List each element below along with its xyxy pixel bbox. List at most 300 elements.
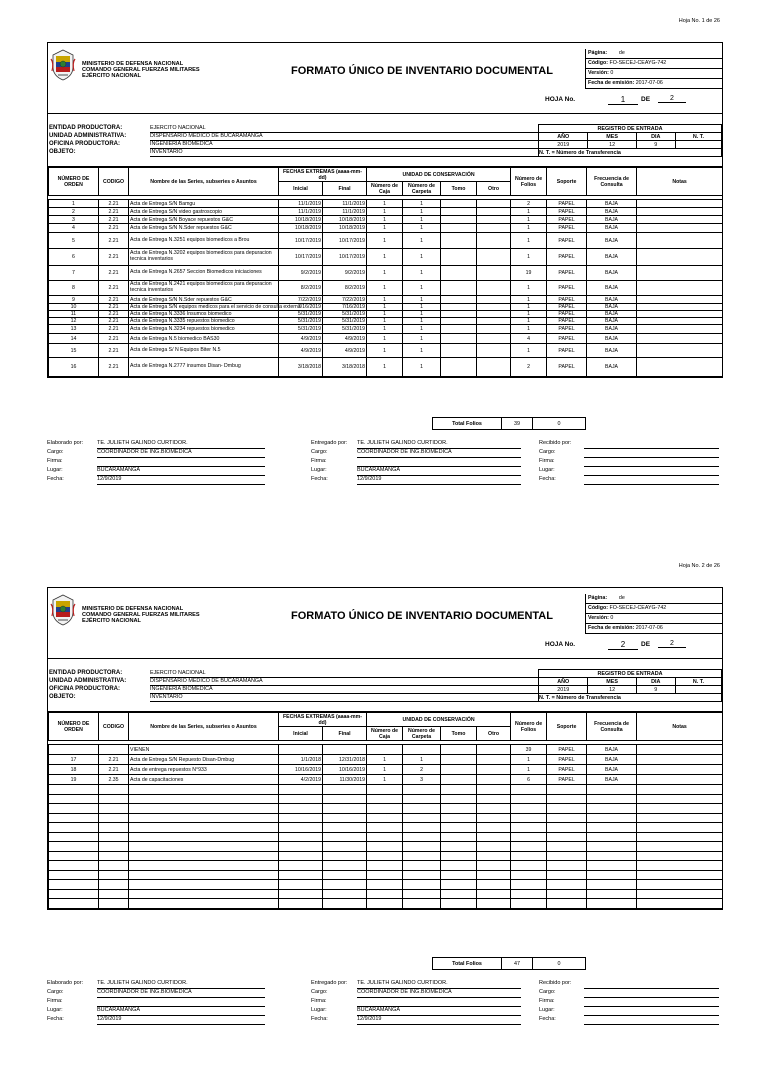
crest [50,594,76,626]
cell-notas [637,344,723,358]
cell-notas [637,318,723,325]
cell-inicial: 7/22/2019 [279,296,323,304]
hoja-total: 2 [658,95,686,103]
cell-inicial: 11/1/2019 [279,208,323,216]
col-folios: Número de Folios [511,713,547,741]
pagina-de: de [618,50,625,56]
table-row [49,208,723,216]
cell-orden: 13 [49,325,99,334]
cell-soporte: PAPEL [547,233,587,249]
cell-codigo: 2.21 [99,216,129,224]
cell-tomo [441,296,477,304]
cell-notas [637,325,723,334]
entity-row [48,677,538,685]
cell-final: 3/18/2018 [323,358,367,377]
cell-inicial: 4/2/2019 [279,775,323,785]
sig-label: Fecha: [47,1016,64,1022]
cell-tomo [441,304,477,311]
cell-otro [477,334,511,344]
cell-folios: 39 [511,745,547,755]
table-row [49,233,723,249]
cell-final: 11/30/2019 [323,775,367,785]
col-inicial: Inicial [279,182,323,196]
cell-carpeta: 1 [403,233,441,249]
cell-inicial: 4/9/2019 [279,344,323,358]
cell-otro [477,233,511,249]
cell-otro [477,208,511,216]
registro-title: REGISTRO DE ENTRADA [539,125,722,133]
pagina-label: Página: [588,50,608,56]
cell-tomo [441,765,477,775]
cell-caja: 1 [367,266,403,281]
cell-nombre: Acta de Entrega S/N N.Sder repuestos G&C [129,224,279,233]
meta-box [585,594,723,634]
col-caja: Número de Caja [367,727,403,741]
empty-row [49,813,723,823]
cell-final: 8/2/2019 [323,281,367,296]
form-frame [47,42,723,378]
cell-folios: 1 [511,216,547,224]
fecha-emision-value: 2017-07-06 [635,625,663,631]
sig-value [97,998,265,1007]
cell-orden: 18 [49,765,99,775]
col-frecuencia: Frecuencia de Consulta [587,168,637,196]
cell-caja: 1 [367,775,403,785]
empty-row [49,899,723,909]
cell-final: 10/17/2019 [323,233,367,249]
cell-folios: 1 [511,344,547,358]
cell-inicial: 8/2/2019 [279,281,323,296]
entity-section [48,659,722,712]
cell-final: 10/17/2019 [323,249,367,266]
sig-value [584,467,719,476]
cell-tomo [441,358,477,377]
col-otro: Otro [477,727,511,741]
cell-carpeta: 1 [403,344,441,358]
ministry-block [82,606,200,624]
col-inicial: Inicial [279,727,323,741]
empty-row [49,785,723,795]
cell-notas [637,200,723,208]
ministry-line: COMANDO GENERAL FUERZAS MILITARES [82,67,200,73]
sig-value [584,458,719,467]
table-row [49,745,723,755]
cell-nombre: Acta de Entrega N.3202 equipos biomedicos para depuracion tecnica inventarios [129,249,279,266]
cell-frecuencia: BAJA [587,334,637,344]
col-notas: Notas [637,713,723,741]
cell-codigo: 2.21 [99,200,129,208]
col-nombre: Nombre de las Series, subseries o Asuntos [129,168,279,196]
cell-codigo: 2.21 [99,266,129,281]
sig-label: Entregado por: [311,980,348,986]
cell-nombre: Acta de Entrega S/N N.Sder repuestos G&C [129,296,279,304]
version-value: 0 [610,70,614,76]
unidad-value: DISPENSARIO MEDICO DE BUCARAMANGA [150,132,538,141]
col-caja: Número de Caja [367,182,403,196]
cell-caja: 1 [367,249,403,266]
page-counter: Hoja No. 2 de 26 [678,563,720,569]
sig-label: Fecha: [539,476,556,482]
signature-line [47,980,721,989]
cell-inicial: 10/17/2019 [279,233,323,249]
sig-value [584,989,719,998]
signature-line [47,998,721,1007]
oficina-value: INGENIERIA BIOMEDICA [150,685,538,694]
sig-label: Cargo: [311,449,328,455]
entity-section [48,114,722,167]
sig-label: Recibido por: [539,980,572,986]
cell-otro [477,304,511,311]
cell-carpeta: 1 [403,200,441,208]
table-row [49,318,723,325]
cell-tomo [441,281,477,296]
cell-folios: 1 [511,311,547,318]
cell-tomo [441,216,477,224]
sig-label: Lugar: [311,1007,327,1013]
cell-nombre: Acta de capacitaciones [129,775,279,785]
cell-folios: 2 [511,200,547,208]
cell-orden: 5 [49,233,99,249]
cell-final [323,745,367,755]
cell-final: 10/18/2019 [323,216,367,224]
entidad-value: EJERCITO NACIONAL [150,124,538,133]
version-label: Versión: [588,615,609,621]
col-tomo: Tomo [441,727,477,741]
cell-inicial: 7/16/2019 [279,304,323,311]
cell-folios: 1 [511,304,547,311]
cell-otro [477,281,511,296]
signature-line [47,440,721,449]
cell-orden [49,745,99,755]
sig-label: Lugar: [47,467,63,473]
total-value: 47 [502,958,533,970]
cell-otro [477,216,511,224]
dia-value: 9 [636,686,675,694]
cell-nombre: Acta de Entrega N.3251 equipos biomedicos a Brou [129,233,279,249]
dia-header: DIA [636,678,675,686]
cell-notas [637,266,723,281]
cell-notas [637,224,723,233]
sig-value: BUCARAMANGA [97,467,265,476]
cell-codigo: 2.21 [99,233,129,249]
cell-notas [637,208,723,216]
col-unidad: UNIDAD DE CONSERVACIÓN [367,168,511,182]
cell-frecuencia: BAJA [587,281,637,296]
cell-folios: 1 [511,249,547,266]
sig-value [584,998,719,1007]
total-label: Total Folios [433,418,502,430]
sig-label: Lugar: [47,1007,63,1013]
meta-box [585,49,723,89]
cell-otro [477,249,511,266]
entity-row [48,669,538,677]
empty-row [49,832,723,842]
sig-label: Firma: [47,458,63,464]
cell-codigo: 2.21 [99,224,129,233]
empty-row [49,880,723,890]
cell-orden: 4 [49,224,99,233]
cell-otro [477,775,511,785]
sig-value: TE. JULIETH GALINDO CURTIDOR. [357,980,521,989]
table-row [49,344,723,358]
cell-nombre: Acta de Entrega S/ N Equipos Biter N.5 [129,344,279,358]
cell-caja [367,745,403,755]
sig-value [584,1007,719,1016]
entidad-label: ENTIDAD PRODUCTORA: [49,670,123,676]
cell-orden: 7 [49,266,99,281]
cell-tomo [441,208,477,216]
cell-tomo [441,249,477,266]
cell-nombre: Acta de Entrega N.3234 repuestos biomedico [129,325,279,334]
unidad-value: DISPENSARIO MEDICO DE BUCARAMANGA [150,677,538,686]
cell-caja: 1 [367,200,403,208]
cell-inicial: 1/1/2018 [279,755,323,765]
cell-frecuencia: BAJA [587,755,637,765]
cell-notas [637,281,723,296]
cell-orden: 12 [49,318,99,325]
form-frame [47,587,723,910]
sig-label: Fecha: [311,1016,328,1022]
empty-row [49,804,723,814]
cell-soporte: PAPEL [547,745,587,755]
cell-orden: 14 [49,334,99,344]
cell-soporte: PAPEL [547,755,587,765]
cell-folios: 1 [511,318,547,325]
col-fechas: FECHAS EXTREMAS (aaaa-mm-dd) [279,713,367,727]
form-header [48,43,722,114]
cell-orden: 16 [49,358,99,377]
empty-row [49,794,723,804]
sig-value: 12/9/2019 [97,1016,265,1025]
mes-value: 12 [588,686,636,694]
sig-value: TE. JULIETH GALINDO CURTIDOR. [357,440,521,449]
table-row [49,358,723,377]
entity-row [48,685,538,693]
cell-nombre: Acta de Entrega S/N Repuesto Disan-Dmbug [129,755,279,765]
cell-otro [477,224,511,233]
cell-carpeta: 1 [403,304,441,311]
col-codigo: CODIGO [99,168,129,196]
cell-folios: 1 [511,208,547,216]
signature-line [47,467,721,476]
cell-caja: 1 [367,208,403,216]
army-crest-icon [50,594,76,626]
col-orden: NÚMERO DE ORDEN [49,168,99,196]
cell-codigo: 2.21 [99,318,129,325]
entity-row [48,140,538,148]
sig-value [584,980,719,989]
cell-notas [637,296,723,304]
sig-value: COORDINADOR DE ING.BIOMEDICA [357,989,521,998]
fecha-emision-value: 2017-07-06 [635,80,663,86]
cell-orden: 1 [49,200,99,208]
sig-label: Elaborado por: [47,440,84,446]
sig-value [357,458,521,467]
cell-frecuencia: BAJA [587,325,637,334]
cell-tomo [441,745,477,755]
sig-value: BUCARAMANGA [357,1007,521,1016]
col-final: Final [323,182,367,196]
hoja-label: HOJA No. [545,641,576,648]
sig-value: 12/9/2019 [357,476,521,485]
sig-value: COORDINADOR DE ING.BIOMEDICA [97,449,265,458]
army-crest-icon [50,49,76,81]
ministry-line: EJÉRCITO NACIONAL [82,618,141,624]
cell-notas [637,334,723,344]
cell-final: 9/2/2019 [323,266,367,281]
cell-soporte: PAPEL [547,344,587,358]
cell-codigo: 2.21 [99,281,129,296]
dia-value: 9 [636,141,675,149]
cell-carpeta: 1 [403,281,441,296]
col-soporte: Soporte [547,713,587,741]
total-second: 0 [533,958,586,970]
cell-frecuencia: BAJA [587,296,637,304]
cell-folios: 1 [511,765,547,775]
col-carpeta: Número de Carpeta [403,182,441,196]
cell-orden: 10 [49,304,99,311]
total-folios [432,417,586,427]
unidad-label: UNIDAD ADMINISTRATIVA: [49,133,127,139]
cell-soporte: PAPEL [547,325,587,334]
cell-notas [637,311,723,318]
total-second: 0 [533,418,586,430]
cell-otro [477,311,511,318]
cell-folios: 19 [511,266,547,281]
cell-orden: 19 [49,775,99,785]
mes-header: MES [588,678,636,686]
nt-header: N. T. [675,133,721,141]
cell-notas [637,755,723,765]
cell-final: 10/18/2019 [323,224,367,233]
cell-tomo [441,318,477,325]
sig-label: Cargo: [47,989,64,995]
table-row [49,304,723,311]
sig-label: Fecha: [539,1016,556,1022]
cell-final: 7/16/2019 [323,304,367,311]
sig-label: Lugar: [311,467,327,473]
ministry-line: MINISTERIO DE DEFENSA NACIONAL [82,61,184,67]
sig-label: Cargo: [539,449,556,455]
cell-frecuencia: BAJA [587,233,637,249]
cell-tomo [441,334,477,344]
cell-final: 10/16/2019 [323,765,367,775]
cell-frecuencia: BAJA [587,224,637,233]
signature-line [47,989,721,998]
cell-inicial: 9/2/2019 [279,266,323,281]
table-row [49,775,723,785]
table-row [49,311,723,318]
cell-carpeta: 1 [403,216,441,224]
cell-folios: 4 [511,334,547,344]
cell-folios: 1 [511,233,547,249]
cell-codigo: 2.21 [99,208,129,216]
ministry-line: MINISTERIO DE DEFENSA NACIONAL [82,606,184,612]
pagina-de: de [618,595,625,601]
cell-tomo [441,755,477,765]
cell-final: 11/1/2019 [323,208,367,216]
sig-label: Lugar: [539,467,555,473]
signature-line [47,1007,721,1016]
cell-soporte: PAPEL [547,775,587,785]
table-row [49,200,723,208]
cell-carpeta: 1 [403,224,441,233]
page-counter: Hoja No. 1 de 26 [678,18,720,24]
cell-frecuencia: BAJA [587,311,637,318]
objeto-value: INVENTARIO [150,693,538,702]
sig-value [584,1016,719,1025]
cell-carpeta: 1 [403,325,441,334]
sig-label: Firma: [539,458,555,464]
table-row [49,325,723,334]
ministry-line: EJÉRCITO NACIONAL [82,73,141,79]
table-row [49,224,723,233]
col-codigo: CODIGO [99,713,129,741]
sig-label: Recibido por: [539,440,572,446]
cell-nombre: Acta de Entrega N.3336 Insumos biomedico [129,311,279,318]
cell-nombre: Acta de Entrega S/N equipos medicos para el servicio de consulta externa [130,304,301,310]
dia-header: DIA [636,133,675,141]
objeto-label: OBJETO: [49,694,76,700]
oficina-label: OFICINA PRODUCTORA: [49,686,120,692]
table-row [49,216,723,224]
crest [50,49,76,81]
cell-notas [637,765,723,775]
cell-carpeta: 1 [403,249,441,266]
hoja-number: 1 [608,95,638,105]
col-soporte: Soporte [547,168,587,196]
cell-final: 4/9/2019 [323,334,367,344]
col-carpeta: Número de Carpeta [403,727,441,741]
cell-nombre: Acta de Entrega S/N Bamgu [129,200,279,208]
cell-codigo: 2.21 [99,249,129,266]
cell-caja: 1 [367,334,403,344]
empty-row [49,851,723,861]
cell-soporte: PAPEL [547,765,587,775]
signature-line [47,458,721,467]
cell-codigo [99,745,129,755]
cell-tomo [441,325,477,334]
cell-final: 5/31/2019 [323,311,367,318]
cell-nombre: Acta de Entrega S/N video gastroscopio [129,208,279,216]
cell-caja: 1 [367,304,403,311]
entity-row [48,693,538,701]
cell-soporte: PAPEL [547,334,587,344]
col-fechas: FECHAS EXTREMAS (aaaa-mm-dd) [279,168,367,182]
cell-carpeta: 1 [403,755,441,765]
cell-frecuencia: BAJA [587,249,637,266]
table-row [49,296,723,304]
cell-soporte: PAPEL [547,216,587,224]
empty-row [49,861,723,871]
signature-line [47,449,721,458]
cell-tomo [441,775,477,785]
sig-value [357,998,521,1007]
cell-frecuencia: BAJA [587,208,637,216]
table-row [49,755,723,765]
ano-header: AÑO [539,133,588,141]
page-title: FORMATO ÚNICO DE INVENTARIO DOCUMENTAL [291,610,553,622]
table-row [49,765,723,775]
sig-label: Fecha: [311,476,328,482]
cell-codigo: 2.21 [99,755,129,765]
cell-orden: 17 [49,755,99,765]
cell-frecuencia: BAJA [587,745,637,755]
cell-nombre: VIENEN [129,745,279,755]
cell-final: 7/22/2019 [323,296,367,304]
cell-codigo: 2.21 [99,344,129,358]
cell-inicial: 11/1/2019 [279,200,323,208]
